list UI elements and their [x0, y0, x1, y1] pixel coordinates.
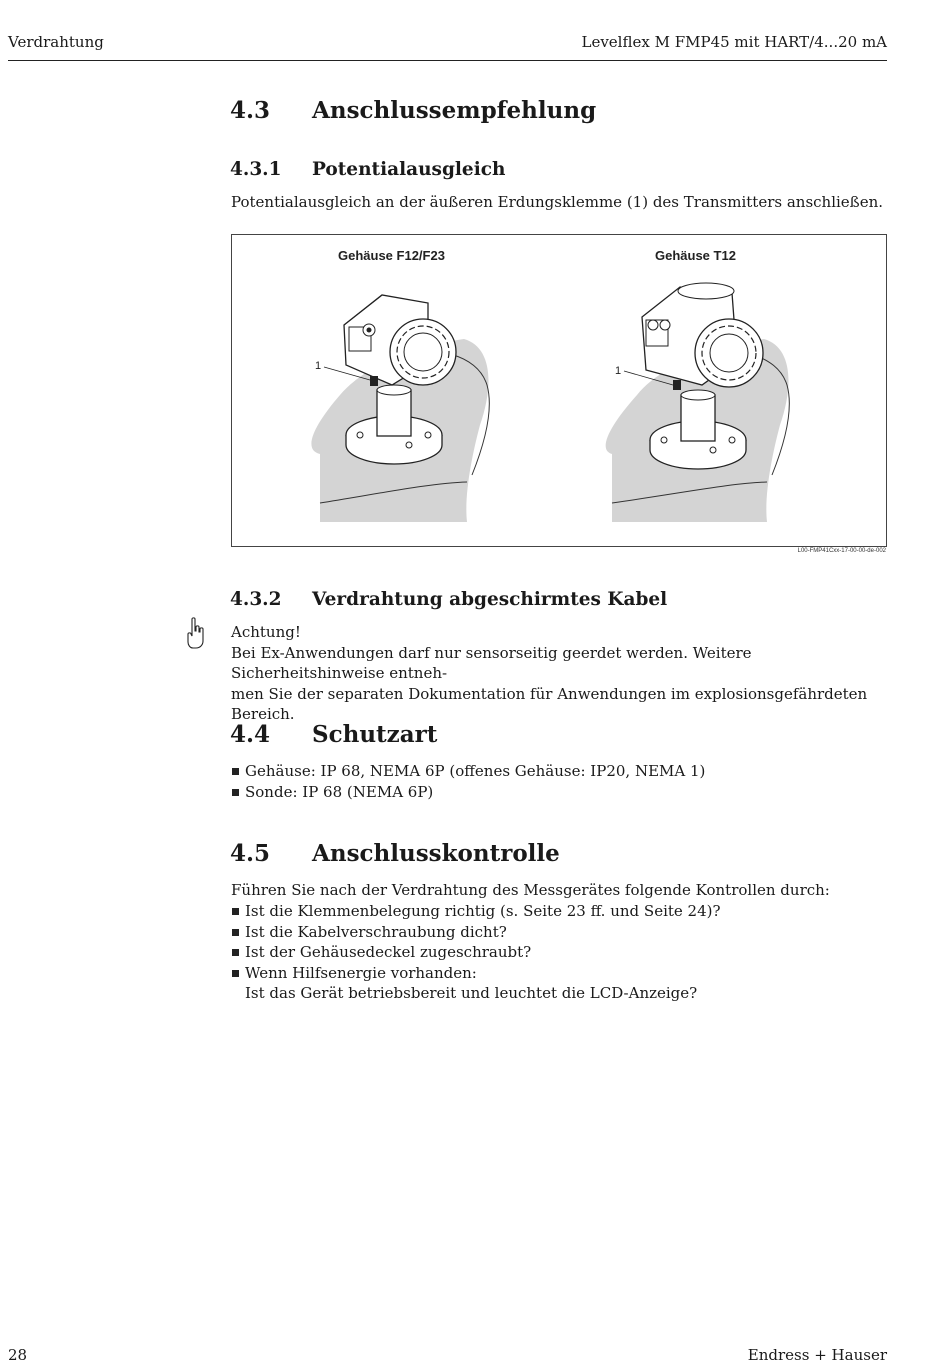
heading-title: Schutzart: [312, 721, 438, 748]
checklist-intro: Führen Sie nach der Verdrahtung des Messgerätes folgende Kontrollen durch:: [231, 881, 830, 899]
heading-4-4: [230, 721, 437, 748]
callout-ground-terminal-left: 1: [315, 360, 322, 372]
heading-number: 4.4: [230, 721, 271, 748]
list-item-continuation: Ist das Gerät betriebsbereit und leuchtet die LCD-Anzeige?: [245, 984, 698, 1002]
heading-4-3: [230, 97, 596, 124]
list-item: Gehäuse: IP 68, NEMA 6P (offenes Gehäuse: IP20, NEMA 1): [231, 761, 705, 782]
heading-title: Anschlusskontrolle: [312, 840, 560, 867]
heading-title: Anschlussempfehlung: [312, 97, 597, 124]
heading-number: 4.3.1: [230, 159, 282, 180]
warning-title: Achtung!: [231, 623, 301, 641]
list-item: Sonde: IP 68 (NEMA 6P): [231, 782, 705, 803]
heading-number: 4.3.2: [230, 589, 282, 610]
figure-label-t12: Gehäuse T12: [655, 248, 736, 263]
paragraph-potentialausgleich: Potentialausgleich an der äußeren Erdungsklemme (1) des Transmitters anschließen.: [231, 193, 884, 211]
figure-housings: [231, 234, 887, 547]
pointing-hand-icon: [186, 617, 206, 651]
list-item: Ist die Klemmenbelegung richtig (s. Seite 23 ff. und Seite 24)?: [231, 901, 721, 922]
running-header-product: Levelflex M FMP45 mit HART/4...20 mA: [581, 33, 887, 51]
heading-number: 4.3: [230, 97, 271, 124]
heading-4-5: [230, 840, 560, 867]
callout-ground-terminal-right: 1: [615, 365, 622, 377]
protection-list: [231, 761, 705, 802]
heading-title: Verdrahtung abgeschirmtes Kabel: [312, 589, 668, 610]
housing-f12-drawing: [311, 295, 489, 522]
figure-label-f12: Gehäuse F12/F23: [338, 248, 445, 263]
heading-number: 4.5: [230, 840, 271, 867]
heading-4-3-1: [230, 159, 505, 180]
list-item: Wenn Hilfsenergie vorhanden:: [231, 963, 721, 984]
heading-title: Potentialausgleich: [312, 159, 506, 180]
header-rule: [8, 60, 887, 61]
page-number: 28: [8, 1346, 28, 1364]
connection-checklist: [231, 901, 721, 983]
housing-t12-drawing: [606, 283, 790, 522]
warning-note: [231, 622, 891, 725]
list-item: Ist der Gehäusedeckel zugeschraubt?: [231, 942, 721, 963]
list-item: Ist die Kabelverschraubung dicht?: [231, 922, 721, 943]
warning-text-line-2: men Sie der separaten Dokumentation für Anwendungen im explosionsgefährdeten Bereich.: [231, 684, 868, 723]
housing-illustration: [232, 235, 886, 546]
figure-code: L00-FMP41Cxx-17-00-00-de-002: [797, 548, 886, 554]
running-header-section: Verdrahtung: [8, 33, 104, 51]
heading-4-3-2: [230, 589, 667, 610]
warning-text-line-1: Bei Ex-Anwendungen darf nur sensorseitig geerdet werden. Weitere Sicherheitshinweise entneh-: [231, 643, 752, 682]
footer-brand: Endress + Hauser: [747, 1346, 887, 1364]
